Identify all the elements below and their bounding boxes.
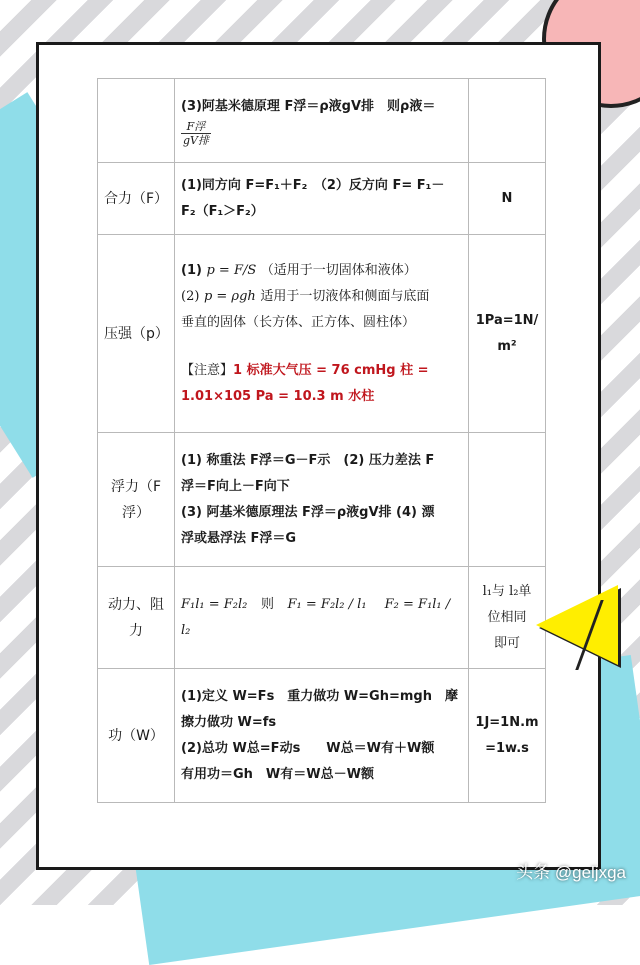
content-line: (3) 阿基米德原理法 F浮＝ρ液gV排 (4) 漂 — [181, 504, 435, 520]
row-unit — [469, 567, 546, 669]
watermark: 头条 @geljxga — [516, 863, 626, 882]
row-content — [175, 433, 469, 567]
formula-note: 适用于一切液体和侧面与底面 — [260, 288, 430, 304]
content-line: F₂（F₁＞F₂） — [181, 203, 264, 219]
label-line: 动力、阻 — [108, 596, 164, 613]
row-content — [175, 567, 469, 669]
content-line: (1)定义 W=Fs 重力做功 W=Gh=mgh 摩 — [181, 688, 458, 704]
pressure-formula: p = F/S — [206, 262, 257, 278]
item-number: (2) — [181, 288, 200, 304]
content-line: (1) 称重法 F浮＝G－F示 (2) 压力差法 F — [181, 452, 435, 468]
content-line: (3)阿基米德原理 F浮＝ρ液gV排 则ρ液＝ — [181, 99, 436, 114]
content-line — [181, 284, 462, 310]
decor-yellow-triangle — [536, 585, 618, 665]
content-line: 有用功＝Gh W有＝W总－W额 — [181, 766, 374, 782]
content-line: 浮或悬浮法 F浮＝G — [181, 530, 297, 546]
unit-line: 1J=1N.m — [475, 714, 539, 730]
effort-force-formula: F₁ = F₂l₂ / l₁ — [287, 596, 367, 612]
row-label: 合力（F） — [98, 163, 175, 235]
resistance-force-formula: F₂ = F₁l₁ / l₂ — [181, 596, 451, 638]
fraction-denominator: gV排 — [183, 134, 209, 147]
row-content — [175, 163, 469, 235]
unit-line: l₁与 l₂单 — [482, 583, 532, 599]
label-line: 浮） — [122, 504, 150, 521]
row-label — [98, 567, 175, 669]
row-unit — [469, 669, 546, 803]
unit-line: 即可 — [493, 635, 520, 651]
row-content — [175, 235, 469, 433]
row-content — [175, 669, 469, 803]
content-line: 擦力做功 W=fs — [181, 714, 277, 730]
content-line: (2)总功 W总=F动s W总＝W有＋W额 — [181, 740, 435, 756]
table-row — [98, 163, 546, 235]
content-line: 垂直的固体（长方体、正方体、圆柱体） — [181, 314, 416, 330]
row-content — [175, 79, 469, 163]
note-text: 1 标准大气压 = 76 cmHg 柱 = — [233, 362, 429, 378]
then-text: 则 — [260, 596, 274, 612]
liquid-pressure-formula: p = ρgh — [203, 288, 256, 304]
item-number: (1) — [181, 262, 202, 278]
unit-line: m² — [497, 338, 517, 354]
table-row — [98, 567, 546, 669]
formula-note: （适用于一切固体和液体） — [260, 262, 417, 278]
label-line: 力 — [129, 622, 143, 639]
unit-line: 1Pa=1N/ — [475, 312, 539, 328]
row-label — [98, 79, 175, 163]
row-label: 压强（p） — [98, 235, 175, 433]
note-line — [181, 358, 462, 384]
content-line: 浮＝F向上－F向下 — [181, 478, 290, 494]
spacer — [181, 336, 462, 358]
row-unit — [469, 235, 546, 433]
row-unit — [469, 433, 546, 567]
note-label: 【注意】 — [181, 362, 234, 378]
unit-line: 位相同 — [487, 609, 527, 625]
density-fraction — [181, 120, 211, 147]
lever-formula: F₁l₁ = F₂l₂ — [181, 596, 248, 612]
row-unit: N — [469, 163, 546, 235]
row-unit — [469, 79, 546, 163]
physics-formula-table — [97, 78, 546, 803]
table-row — [98, 433, 546, 567]
content-line — [181, 258, 462, 284]
note-text: 1.01×105 Pa = 10.3 m 水柱 — [181, 388, 375, 404]
row-label: 功（W） — [98, 669, 175, 803]
fraction-numerator: F浮 — [181, 120, 211, 134]
table-row — [98, 79, 546, 163]
unit-line: =1w.s — [485, 740, 529, 756]
label-line: 浮力（F — [110, 478, 162, 495]
table-row — [98, 669, 546, 803]
row-label — [98, 433, 175, 567]
table-row — [98, 235, 546, 433]
content-line: (1)同方向 F=F₁＋F₂ （2）反方向 F= F₁－ — [181, 177, 445, 193]
